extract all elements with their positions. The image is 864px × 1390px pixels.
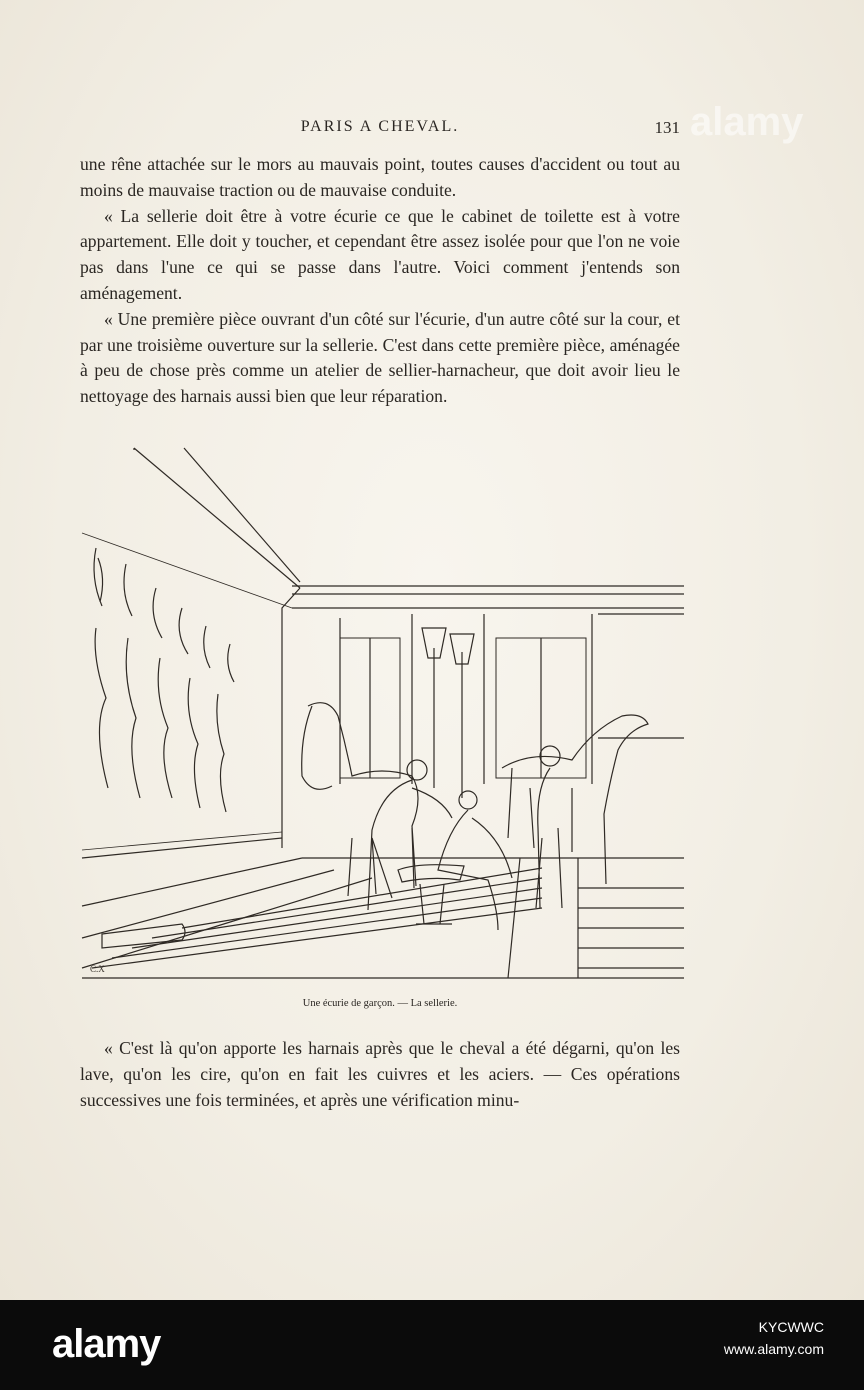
paragraph-3: « Une première pièce ouvrant d'un côté sur l'écurie, d'un autre côté sur la cour, et par une troisième ouverture sur la sellerie. C'est dans cette première pièce, aménagée à peu de chose près comme un atelier de sellier-harnacheur, que doit avoir lieu le nettoyage des harnais aussi bien que leur réparation. [80, 308, 680, 407]
watermark-brand: alamy [690, 100, 804, 144]
figure-caption: Une écurie de garçon. — La sellerie. [302, 998, 458, 1009]
image-id: KYCWWC [758, 1319, 824, 1335]
paragraph-2: « La sellerie doit être à votre écurie ce que le cabinet de toilette est à votre appartement. Elle doit y toucher, et cependant être assez isolée pour que l'on ne voie pas dans l'une ce qui se passe dans l'autre. Voici comment j'entends son aménagement. [80, 205, 680, 303]
artist-signature: C.X [90, 964, 105, 974]
ceiling-beam [134, 448, 300, 588]
alamy-logo: alamy [52, 1322, 161, 1366]
text-block-top [80, 152, 680, 410]
paragraph-1: une rêne attachée sur le mors au mauvais point, toutes causes d'accident ou tout au moins de mauvaise traction ou de mauvaise conduite. [80, 154, 680, 200]
site-url: www.alamy.com [723, 1341, 824, 1357]
saddle-room-engraving [72, 438, 692, 986]
image-meta [724, 1316, 824, 1360]
paragraph-4: « C'est là qu'on apporte les harnais après que le cheval a été dégarni, qu'on les lave, qu'on les cire, qu'on en fait les cuivres et les aciers. — Ces opérations successives une fois terminées, et après une vérification minu- [80, 1038, 680, 1110]
text-block-bottom [80, 1036, 680, 1113]
stock-photo-footer [0, 1300, 864, 1390]
engraving-illustration [72, 438, 692, 986]
page-number: 131 [654, 118, 680, 137]
running-head [80, 118, 680, 142]
running-title: PARIS A CHEVAL. [300, 118, 460, 135]
